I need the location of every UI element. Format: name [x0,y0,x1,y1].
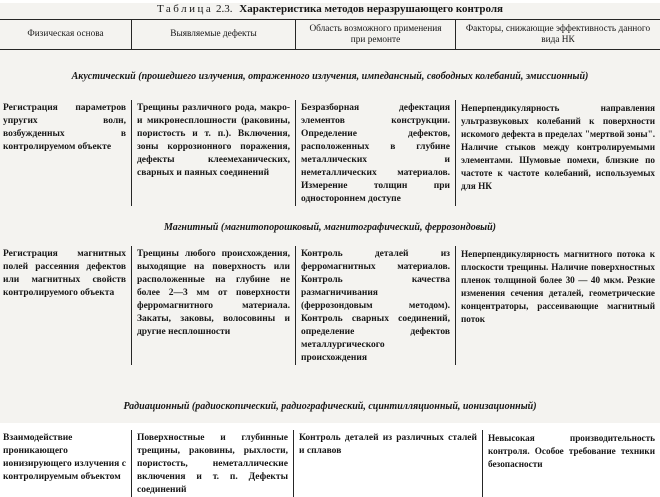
section-title-acoustic: Акустический (прошедшего излучения, отраженного излучения, импедансный, свободных колебаний, эмиссионный) [71,71,589,82]
table-row-acoustic [0,100,660,206]
section-title-magnetic: Магнитный (магнитопорошковый, магнитографический, феррозондовый) [163,222,496,233]
table-title-word: Таблица [156,3,214,15]
cell-detected-defects: Трещины различного рода, макро- и микронесплошности (раковины, пористость и т. п.). Включения, зоны коррозионного поражения, дефекты клеемеханических, сварных и паяных соединений [131,100,295,206]
cell-limiting-factors: Неперпендикулярность магнитного потока к плоскости трещины. Наличие поверхностных пленок толщиной более 30 — 40 мкм. Резкие изменения сечения деталей, геометрические концентраторы, рассеивающие магнитный поток [455,246,660,365]
table-row-radiation [0,430,660,497]
section-title-radiation: Радиационный (радиоскопический, радиографический, сцинтилляционный, ионизационный) [123,401,537,412]
document-page [0,3,660,495]
header-physical-basis: Физическая основа [27,29,104,39]
table-row-magnetic [0,246,660,365]
cell-physical-basis: Регистрация магнитных полей рассеяния дефектов или магнитных свойств контролируемого объекта [3,249,126,298]
table-title [0,3,660,16]
cell-application-area: Безразборная дефектация элементов конструкции. Определение дефектов, расположенных в глубине металлических и неметаллических материалов. Измерение толщин при одностороннем доступе [295,100,455,206]
cell-detected-defects: Трещины любого происхождения, выходящие на поверхность или расположенные на глубине не более 2—3 мм от поверхности ферромагнитного материала. Закаты, заковы, волосовины и другие несплошности [131,246,295,365]
table-title-number: 2.3. [216,3,233,15]
cell-application-area: Контроль деталей из ферромагнитных материалов. Контроль качества размагничивания (феррозондовым методом). Контроль сварных соединений, определение дефектов металлургического происхождения [295,246,455,365]
header-detected-defects: Выявляемые дефекты [131,20,295,49]
cell-limiting-factors: Невысокая производительность контроля. Особое требование техники безопасности [482,430,660,497]
table-header-row [0,19,660,50]
cell-physical-basis: Взаимодействие проникающего ионизирующего излучения с контролируемым объектом [3,433,126,482]
cell-application-area: Контроль деталей из различных сталей и сплавов [293,430,482,497]
cell-detected-defects: Поверхностные и глубинные трещины, раковины, рыхлости, пористость, неметаллические включения и т. п. Дефекты соединений [131,430,293,497]
cell-physical-basis: Регистрация параметров упругих волн, возбужденных в контролируемом объекте [3,103,126,152]
header-limiting-factors: Факторы, снижающие эффективность данного вида НК [455,20,660,49]
header-application-area: Область возможного применения при ремонте [295,20,455,49]
table-title-text: Характеристика методов неразрушающего контроля [239,3,503,15]
cell-limiting-factors: Неперпендикулярность направления ультразвуковых колебаний к поверхности искомого дефекта в пределах "мертвой зоны". Наличие стыков между контролируемыми элементами. Шумовые помехи, близкие по частоте к частоте колебаний, используемых для НК [455,100,660,206]
